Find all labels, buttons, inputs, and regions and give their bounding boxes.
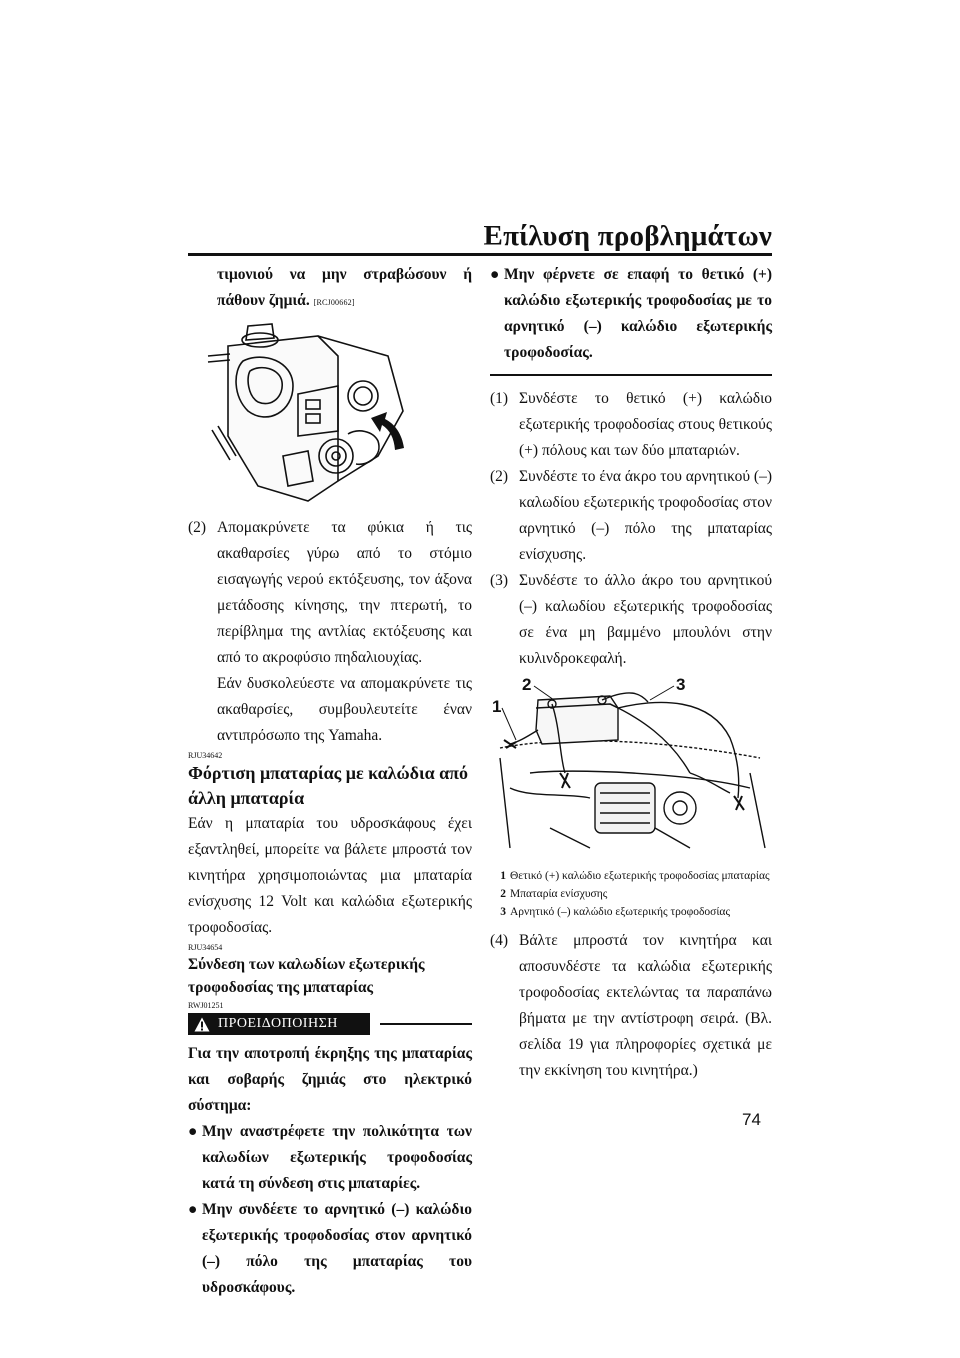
step-4 [490, 928, 772, 1084]
section-code: RJU34654 [188, 943, 223, 952]
bullet-dot: ● [188, 1123, 198, 1140]
figure-label-3: 3 [676, 678, 686, 694]
step-text: Απομακρύνετε τα φύκια ή τις ακαθαρσίες γύρω από το στόμιο εισαγωγής νερού εκτόξευσης, τον άξονα μετάδοσης κίνησης, την πτερωτή, το περίβλημα της αντλίας εκτόξευσης και από το ακροφύσιο πηδαλιουχίας. [217, 519, 472, 666]
warning-code: RWJ01251 [188, 1001, 224, 1010]
step-number: (2) [490, 468, 509, 485]
warning-bullet [188, 1119, 472, 1197]
caption-number: 1 [500, 870, 506, 882]
caption-item [490, 869, 772, 884]
caption-item [490, 887, 772, 902]
bullet-dot: ● [188, 1201, 198, 1218]
continued-warning-sentence: τιμονιού να μην στραβώσουν ή πάθουν ζημιά. [217, 266, 472, 309]
step-text: Συνδέστε το άλλο άκρο του αρνητικού (–) καλωδίου εξωτερικής τροφοδοσίας σε ένα μη βαμμένο μπουλόνι στην κυλινδροκεφαλή. [519, 572, 772, 667]
step-text: Συνδέστε το ένα άκρο του αρνητικού (–) καλωδίου εξωτερικής τροφοδοσίας στον αρνητικό (–) πόλο της μπαταρίας ενίσχυσης. [519, 468, 772, 563]
right-column [490, 262, 772, 1084]
step-2 [188, 515, 472, 671]
figure-label-1: 1 [492, 697, 502, 716]
section-title-cable-connection: Σύνδεση των καλωδίων εξωτερικής τροφοδοσίας της μπαταρίας [188, 956, 425, 996]
warning-triangle-icon [194, 1017, 210, 1032]
caption-text: Μπαταρία ενίσχυσης [510, 888, 608, 900]
figure-captions [490, 869, 772, 920]
step-2 [490, 464, 772, 568]
warning-rule [380, 1023, 472, 1025]
left-column [188, 262, 472, 1301]
bullet-text: Μην φέρνετε σε επαφή το θετικό (+) καλώδιο εξωτερικής τροφοδοσίας με το αρνητικό (–) καλώδιο εξωτερικής τροφοδοσίας. [504, 266, 772, 361]
warning-header [188, 1013, 472, 1035]
step-number: (4) [490, 932, 509, 949]
step-1 [490, 386, 772, 464]
warning-badge [188, 1013, 370, 1035]
warning-label: ΠΡΟΕΙΔΟΠΟΙΗΣΗ [218, 1016, 338, 1031]
step-2-note: Εάν δυσκολεύεστε να απομακρύνετε τις ακαθαρσίες, συμβουλευτείτε έναν αντιπρόσωπο της Yamaha. [217, 675, 472, 744]
caption-item [490, 905, 772, 920]
step-number: (1) [490, 390, 509, 407]
bullet-text: Μην αναστρέφετε την πολικότητα των καλωδίων εξωτερικής τροφοδοσίας κατά τη σύνδεση στις μπαταρίες. [202, 1123, 472, 1192]
jet-pump-illustration [188, 316, 472, 506]
step-number: (3) [490, 572, 509, 589]
section-code: RJU34642 [188, 751, 223, 760]
figure-label-2: 2 [522, 678, 532, 694]
page-header-title: Επίλυση προβλημάτων [483, 220, 772, 252]
step-3 [490, 568, 772, 672]
header-rule [188, 253, 772, 256]
section-body: Εάν η μπαταρία του υδροσκάφους έχει εξαντληθεί, μπορείτε να βάλετε μπροστά τον κινητήρα χρησιμοποιώντας μια μπαταρία ενίσχυσης 12 Volt και καλώδια εξωτερικής τροφοδοσίας. [188, 815, 472, 936]
warning-end-rule [490, 374, 772, 376]
warning-intro: Για την αποτροπή έκρηξης της μπαταρίας και σοβαρής ζημιάς στο ηλεκτρικό σύστημα: [188, 1045, 472, 1114]
caption-text: Αρνητικό (–) καλώδιο εξωτερικής τροφοδοσίας [510, 906, 731, 918]
caution-code: [RCJ00662] [313, 298, 355, 307]
bullet-dot: ● [490, 266, 500, 283]
caption-text: Θετικό (+) καλώδιο εξωτερικής τροφοδοσίας μπαταρίας [510, 870, 770, 882]
section-title-jump-start: Φόρτιση μπαταρίας με καλώδια από άλλη μπαταρία [188, 763, 469, 808]
bullet-text: Μην συνδέετε το αρνητικό (–) καλώδιο εξωτερικής τροφοδοσίας στον αρνητικό (–) πόλο της μπαταρίας του υδροσκάφους. [202, 1201, 472, 1296]
warning-bullet [188, 1197, 472, 1301]
warning-bullet [490, 262, 772, 366]
page-number: 74 [742, 1110, 761, 1129]
continued-warning-text [188, 262, 472, 316]
caption-number: 3 [500, 906, 506, 918]
caption-number: 2 [500, 888, 506, 900]
step-text: Συνδέστε το θετικό (+) καλώδιο εξωτερικής τροφοδοσίας στους θετικούς (+) πόλους και των δύο μπαταριών. [519, 390, 772, 459]
step-number: (2) [188, 519, 207, 536]
step-text: Βάλτε μπροστά τον κινητήρα και αποσυνδέστε τα καλώδια εξωτερικής τροφοδοσίας εκτελώντας τα παραπάνω βήματα με την αντίστροφη σειρά. (Βλ. σελίδα 19 για πληροφορίες σχετικά με την εκκίνηση του κινητήρα.) [519, 932, 772, 1079]
jump-start-illustration [490, 678, 772, 858]
